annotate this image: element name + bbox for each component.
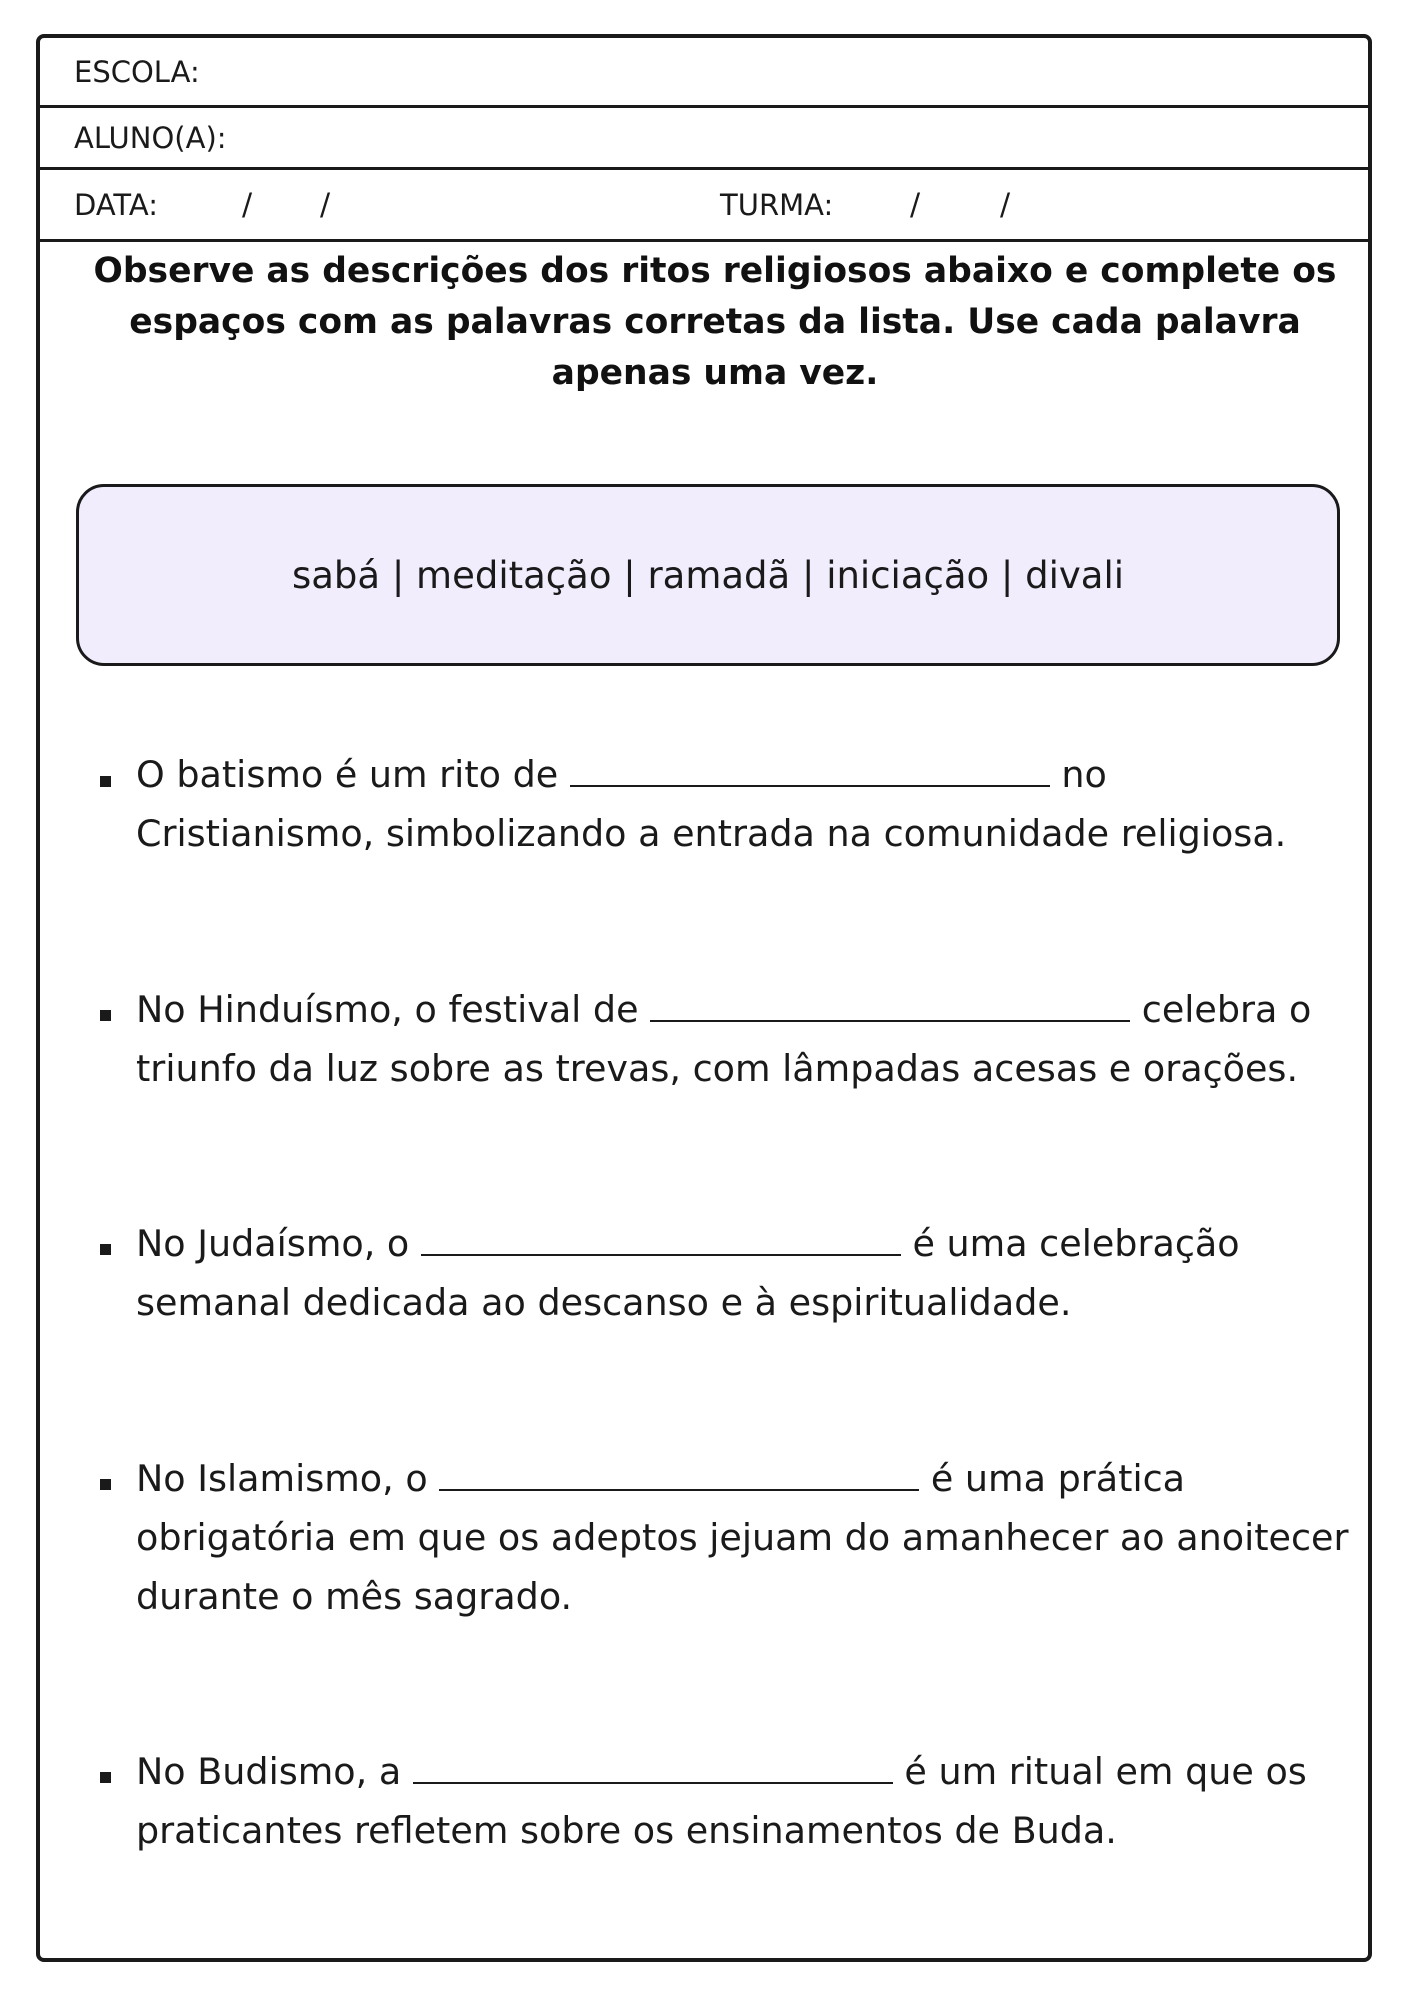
- bullet-icon: [100, 776, 111, 787]
- item-text-after: é uma prática obrigatória em que os adeptos jejuam do amanhecer ao anoitecer durante o mês sagrado.: [136, 1457, 1349, 1618]
- bullet-icon: [100, 1010, 111, 1021]
- answer-blank[interactable]: [570, 757, 1050, 787]
- turma-slash: /: [910, 187, 921, 222]
- escola-row: [40, 38, 1368, 108]
- list-item: [136, 1742, 1356, 1860]
- answer-blank[interactable]: [413, 1754, 893, 1784]
- bullet-icon: [100, 1479, 111, 1490]
- escola-label: ESCOLA:: [74, 54, 200, 89]
- item-text-after: é um ritual em que os praticantes refletem sobre os ensinamentos de Buda.: [136, 1750, 1307, 1852]
- bullet-icon: [100, 1772, 111, 1783]
- instructions-text: Observe as descrições dos ritos religiosos abaixo e complete os espaços com as palavras corretas da lista. Use cada palavra apenas uma vez.: [93, 251, 1337, 393]
- item-text-before: No Hinduísmo, o festival de: [136, 988, 651, 1031]
- date-slash: /: [320, 187, 331, 222]
- turma-label: TURMA:: [720, 187, 834, 222]
- date-slash: /: [242, 187, 253, 222]
- turma-slash: /: [1000, 187, 1011, 222]
- item-text-before: No Islamismo, o: [136, 1457, 440, 1500]
- item-text-after: no Cristianismo, simbolizando a entrada na comunidade religiosa.: [136, 753, 1287, 855]
- item-text-before: No Judaísmo, o: [136, 1222, 421, 1265]
- word-bank-box: [76, 484, 1340, 666]
- item-text-before: O batismo é um rito de: [136, 753, 570, 796]
- list-item: [136, 1449, 1356, 1626]
- data-label: DATA:: [74, 187, 158, 222]
- aluno-row: [40, 108, 1368, 170]
- item-text-after: é uma celebração semanal dedicada ao descanso e à espiritualidade.: [136, 1222, 1240, 1324]
- word-bank-text: sabá | meditação | ramadã | iniciação | divali: [291, 553, 1125, 597]
- list-item: [136, 980, 1356, 1098]
- answer-blank[interactable]: [650, 992, 1130, 1022]
- list-item: [136, 745, 1356, 863]
- bullet-icon: [100, 1244, 111, 1255]
- list-item: [136, 1214, 1356, 1332]
- item-text-before: No Budismo, a: [136, 1750, 413, 1793]
- data-turma-row: [40, 170, 1368, 242]
- answer-blank[interactable]: [439, 1461, 919, 1491]
- aluno-label: ALUNO(A):: [74, 120, 227, 155]
- item-text-after: celebra o triunfo da luz sobre as trevas, com lâmpadas acesas e orações.: [136, 988, 1312, 1090]
- answer-blank[interactable]: [421, 1226, 901, 1256]
